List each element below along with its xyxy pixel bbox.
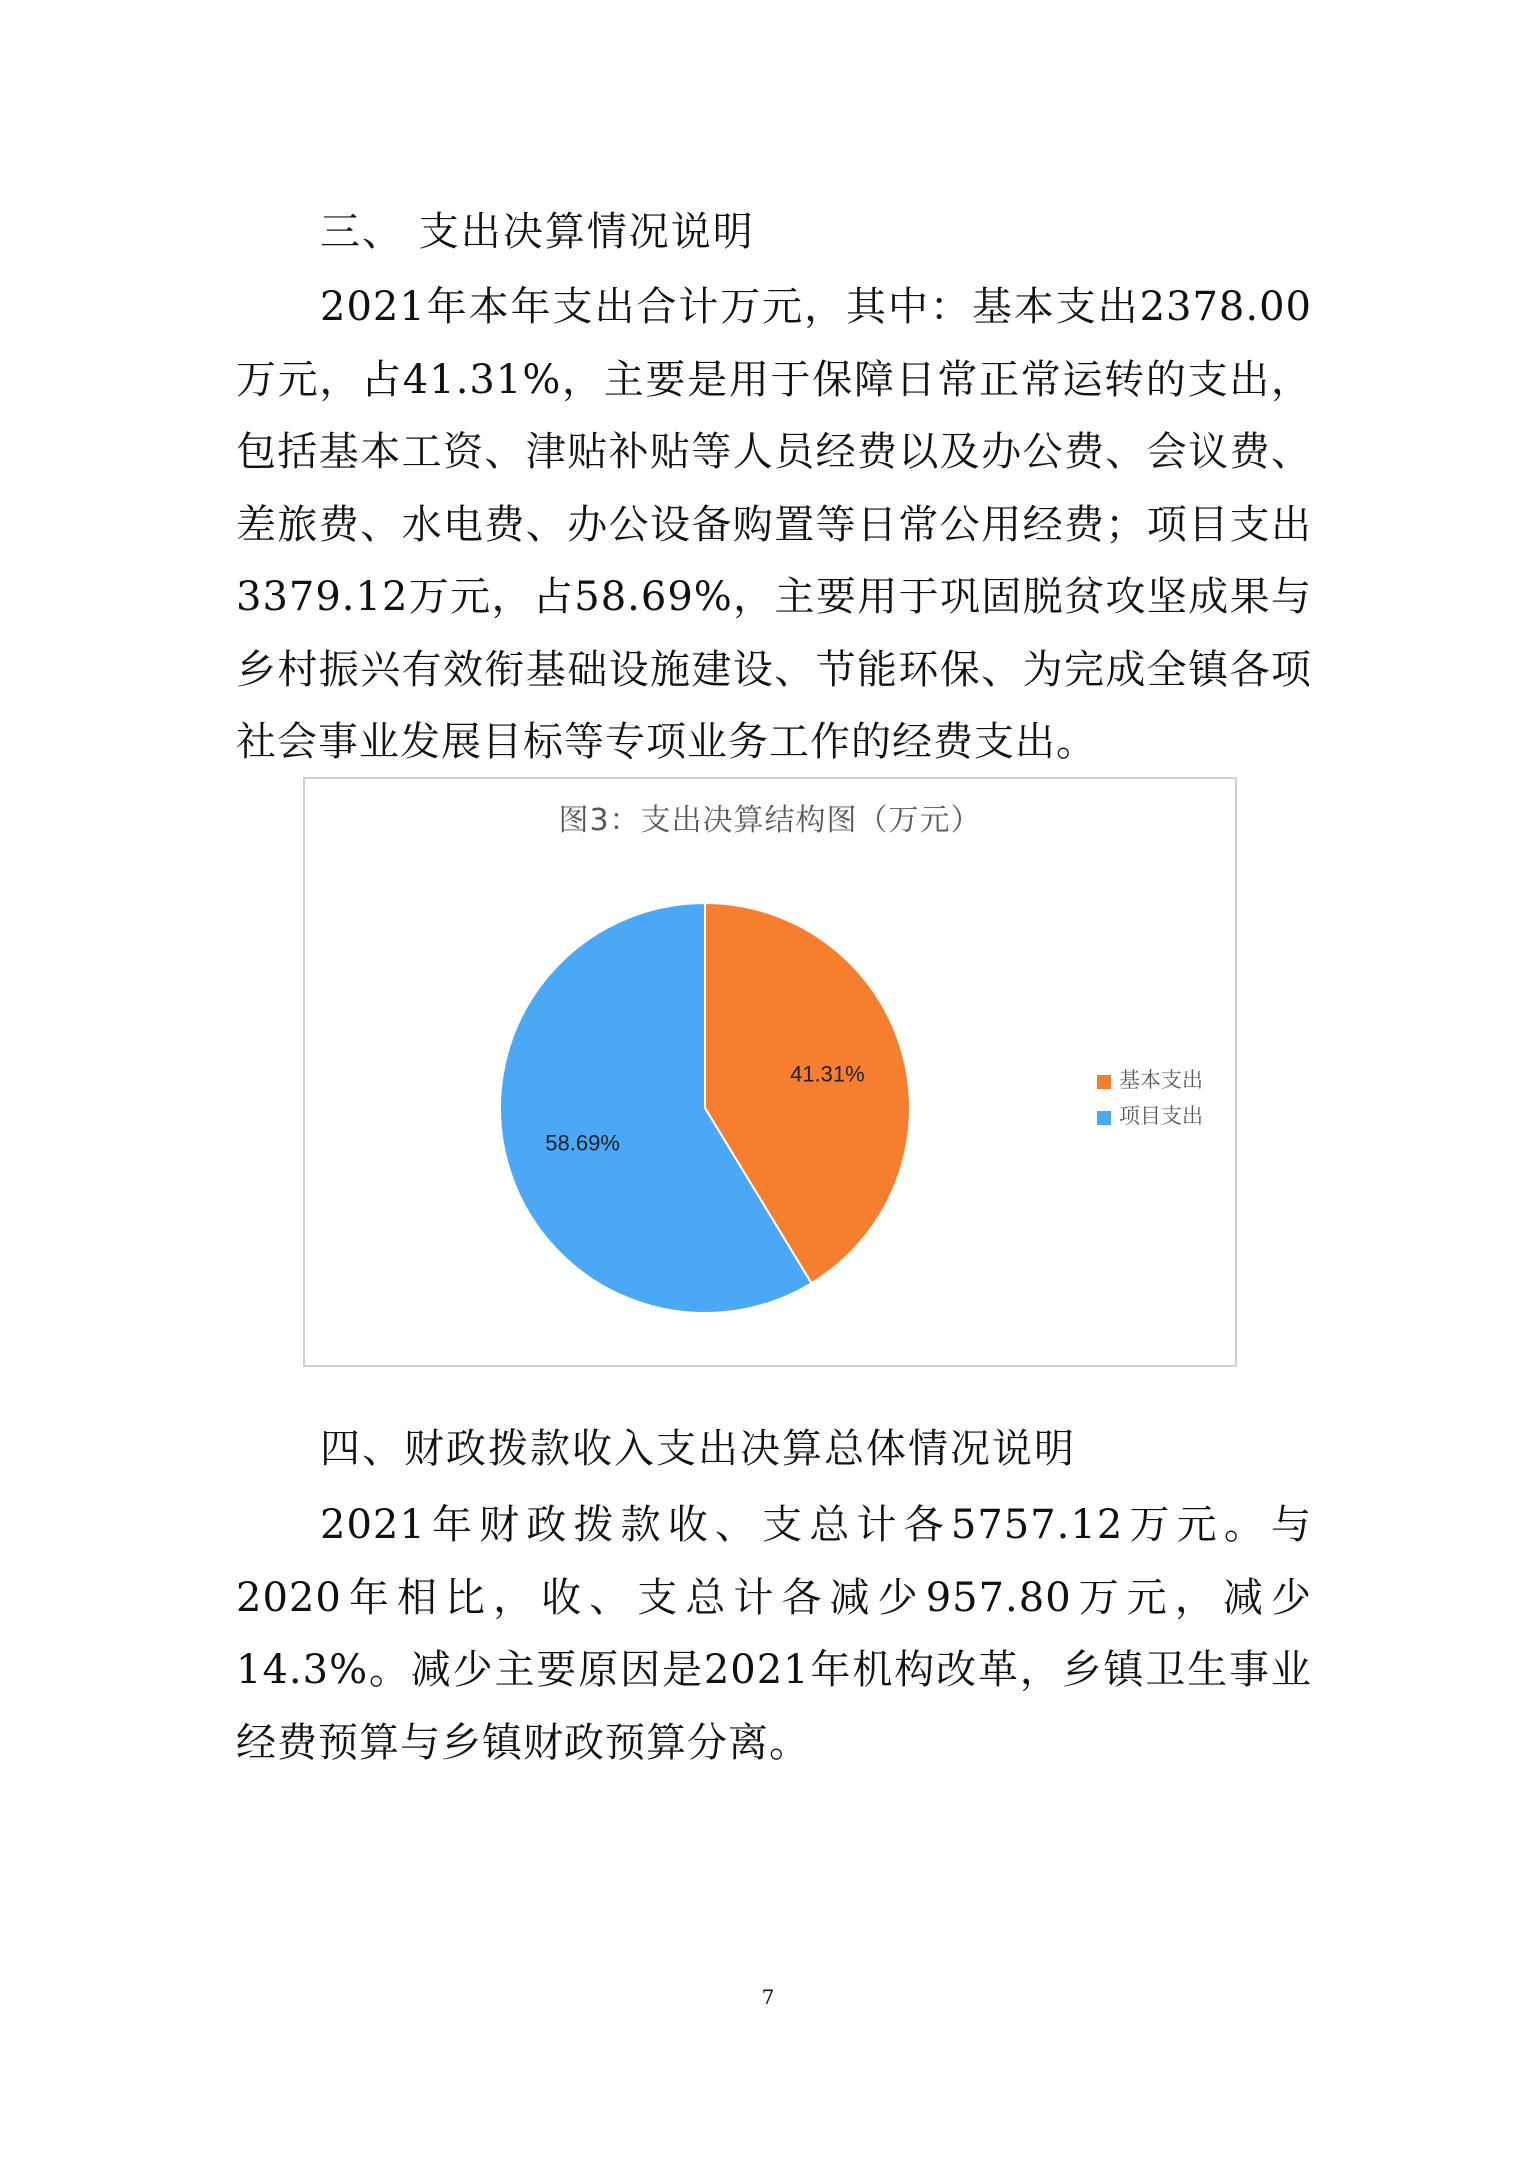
chart-title: 图3：支出决算结构图（万元） <box>558 803 982 838</box>
legend-label-project: 项目支出 <box>1119 1104 1203 1128</box>
pie-chart-svg <box>305 779 1235 1365</box>
page-number: 7 <box>761 1985 775 2009</box>
legend-swatch-project <box>1097 1111 1111 1125</box>
legend-swatch-basic <box>1097 1075 1111 1089</box>
legend-label-basic: 基本支出 <box>1119 1068 1203 1092</box>
pie-data-label-basic: 41.31% <box>790 1061 865 1087</box>
section3-paragraph: 2021年本年支出合计万元，其中：基本支出2378.00万元，占41.31%，主要是用于保障日常正常运转的支出，包括基本工资、津贴补贴等人员经费以及办公费、会议费、差旅费、水电费、办公设备购置等日常公用经费；项目支出3379.12万元，占58.69%，主要用于巩固脱贫攻坚成果与乡村振兴有效衔基础设施建设、节能环保、为完成全镇各项社会事业发展目标等专项业务工作的经费支出。 <box>236 284 1312 765</box>
pie-data-label-project: 58.69% <box>545 1130 620 1156</box>
expenditure-pie-chart <box>303 777 1237 1367</box>
section4-heading: 四、财政拨款收入支出决算总体情况说明 <box>320 1426 1076 1472</box>
section3-heading: 三、 支出决算情况说明 <box>320 209 755 255</box>
section4-paragraph: 2021年财政拨款收、支总计各5757.12万元。与2020年相比，收、支总计各减少957.80万元，减少14.3%。减少主要原因是2021年机构改革，乡镇卫生事业经费预算与乡镇财政预算分离。 <box>236 1502 1312 1766</box>
